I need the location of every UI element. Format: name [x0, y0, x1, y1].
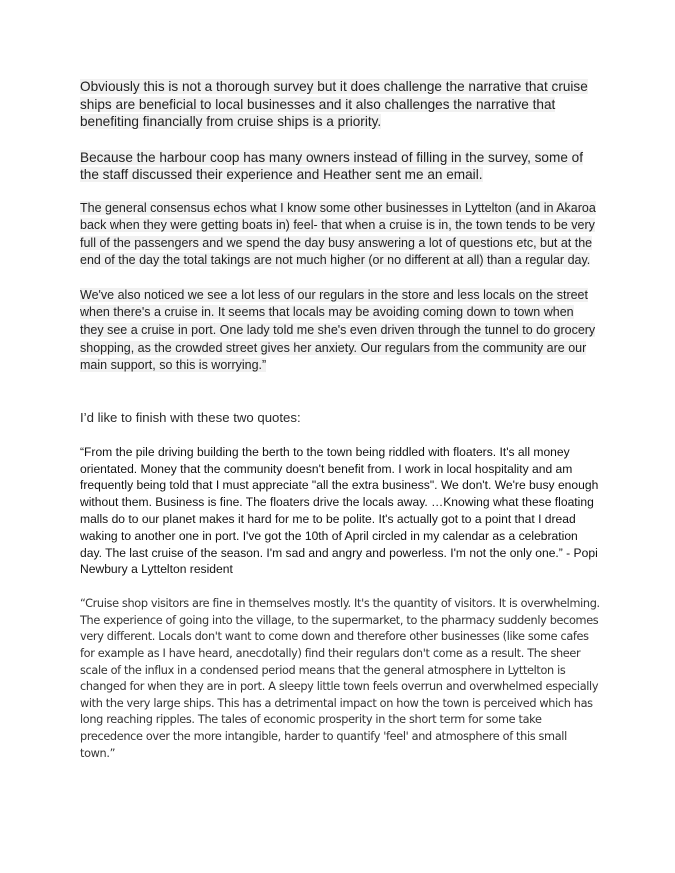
quote-cruise-shop-visitors: “Cruise shop visitors are fine in themselves mostly. It's the quantity of visitors. It is overwhelming. The experience of going into the village, to the supermarket, to the pharmacy suddenly becomes very different. Locals don't want to come down and therefore other businesses (like some cafes for example as I have heard, anecdotally) find their regulars don't come as a result. The sheer scale of the influx in a condensed period means that the general atmosphere in Lyttelton is changed for when they are in port. A sleepy little town feels overrun and overwhelmed especially with the very large ships. This has a detrimental impact on how the town is perceived which has long reaching ripples. The tales of economic prosperity in the short term for some take precedence over the more intangible, harder to quantify 'feel' and atmosphere of this small town.”: [80, 597, 600, 760]
highlighted-text: Because the harbour coop has many owners instead of filling in the survey, some of the staff discussed their experience and Heather sent me an email.: [80, 149, 583, 182]
paragraph-regulars-locals: [80, 287, 600, 375]
quote-popi-newbury: “From the pile driving building the berth to the town being riddled with floaters. It's all money orientated. Money that the community doesn't benefit from. I work in local hospitality and am frequently being told that I must appreciate "all the extra business". We don't. We're busy enough without them. Business is fine. The floaters drive the locals away. …Knowing what these floating malls do to our planet makes it hard for me to be polite. It's actually got to a point that I dread waking to another one in port. I've got the 10th of April circled in my calendar as a celebration day. The last cruise of the season. I'm sad and angry and powerless. I'm not the only one.” - Popi Newbury a Lyttelton resident: [80, 444, 599, 577]
paragraph-harbour-coop: [80, 149, 600, 184]
paragraph-general-consensus: [80, 200, 600, 270]
highlighted-text: We've also noticed we see a lot less of our regulars in the store and less locals on the street when there's a cruise in. It seems that locals may be avoiding coming down to town when they see a cruise in port. One lady told me she's even driven through the tunnel to do grocery shopping, as the crowded street gives her anxiety. Our regulars from the community are our main support, so this is worrying.”: [80, 287, 596, 373]
highlighted-text: Obviously this is not a thorough survey but it does challenge the narrative that cruise ships are beneficial to local businesses and it also challenges the narrative that benefiting financially from cruise ships is a priority.: [80, 79, 588, 129]
paragraph-survey-narrative: [80, 78, 600, 131]
highlighted-text: The general consensus echos what I know some other businesses in Lyttelton (and in Akaroa back when they were getting boats in) feel- that when a cruise is in, the town tends to be very full of the passengers and we spend the day busy answering a lot of questions etc, but at the end of the day the total takings are not much higher (or no different at all) than a regular day.: [80, 200, 596, 268]
paragraph-quotes-intro: I’d like to finish with these two quotes:: [80, 409, 301, 425]
document-page: [80, 78, 600, 762]
